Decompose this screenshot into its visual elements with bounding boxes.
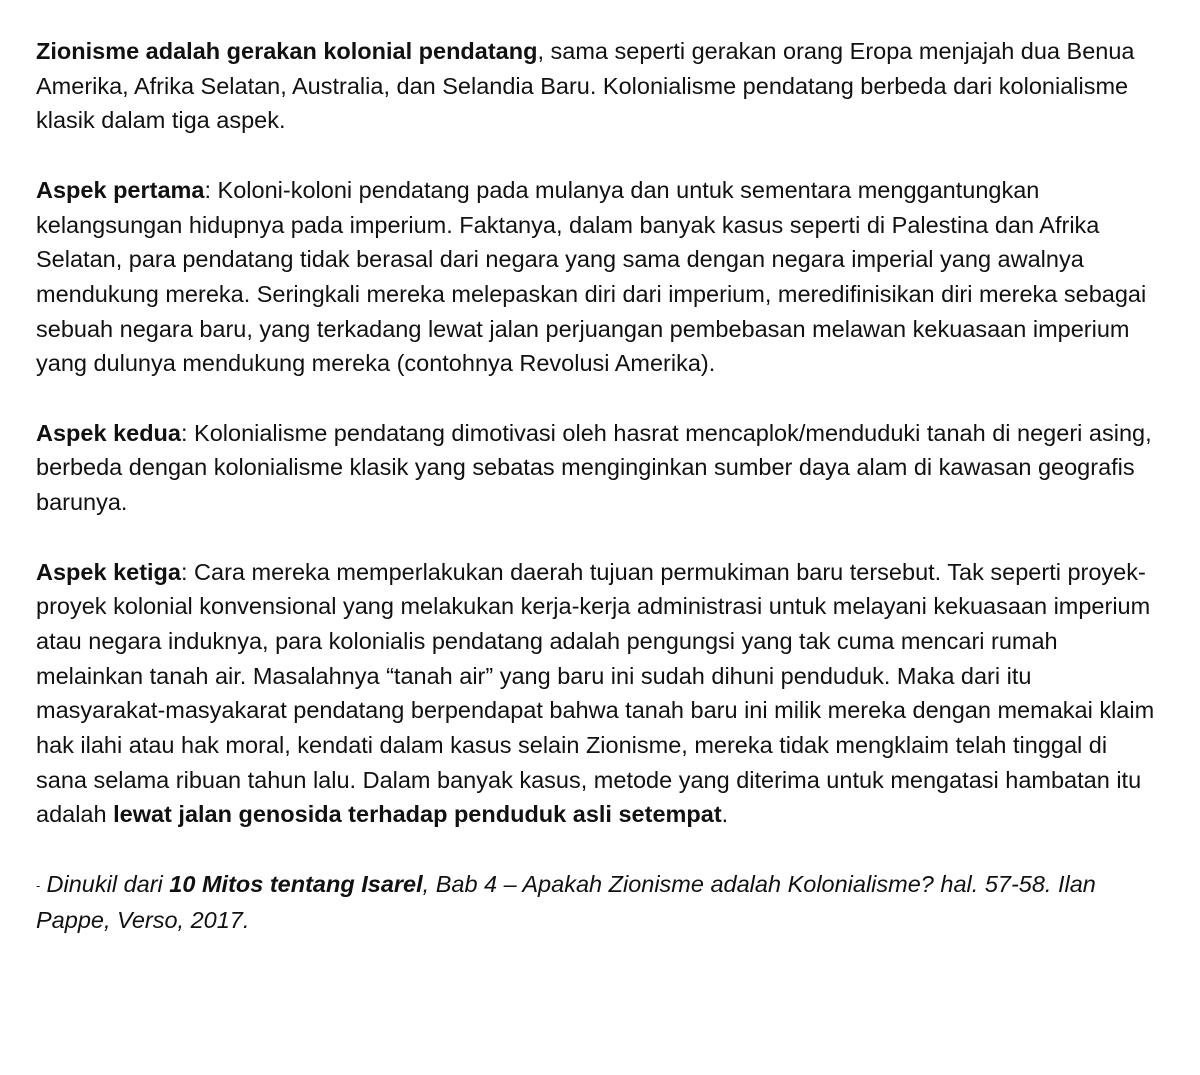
citation-prefix: Dinukil dari (40, 870, 170, 897)
paragraph-intro (36, 34, 1164, 138)
aspect-three-heading: Aspek ketiga (36, 558, 181, 585)
aspect-two-text: : Kolonialisme pendatang dimotivasi oleh hasrat mencaplok/menduduki tanah di negeri asing, berbeda dengan kolonialisme klasik yang sebatas menginginkan sumber daya alam di kawasan geografis barunya. (36, 419, 1152, 516)
citation-dash: - (36, 878, 40, 893)
aspect-three-bold-conclusion: lewat jalan genosida terhadap penduduk asli setempat (113, 801, 722, 828)
document-body (36, 34, 1164, 938)
aspect-one-heading: Aspek pertama (36, 176, 205, 203)
aspect-three-end-punctuation: . (721, 801, 729, 828)
aspect-two-heading: Aspek kedua (36, 419, 181, 446)
intro-bold-heading: Zionisme adalah gerakan kolonial pendatang (36, 38, 538, 64)
citation (36, 867, 1164, 938)
citation-book-title: 10 Mitos tentang Isarel (169, 870, 423, 897)
paragraph-aspect-two (36, 416, 1164, 520)
citation-suffix: , Bab 4 – Apakah Zionisme adalah Kolonialisme? hal. 57-58. Ilan Pappe, Verso, 2017. (36, 870, 1096, 933)
paragraph-aspect-one (36, 173, 1164, 381)
paragraph-aspect-three (36, 555, 1164, 833)
aspect-one-text: : Koloni-koloni pendatang pada mulanya dan untuk sementara menggantungkan kelangsungan hidupnya pada imperium. Faktanya, dalam banyak kasus seperti di Palestina dan Afrika Selatan, para pendatang tidak berasal dari negara yang sama dengan negara imperial yang awalnya mendukung mereka. Seringkali mereka melepaskan diri dari imperium, meredifinisikan diri mereka sebagai sebuah negara baru, yang terkadang lewat jalan perjuangan pembebasan melawan kekuasaan imperium yang dulunya mendukung mereka (contohnya Revolusi Amerika). (36, 176, 1147, 377)
intro-text: , sama seperti gerakan orang Eropa menjajah dua Benua Amerika, Afrika Selatan, Australia, dan Selandia Baru. Kolonialisme pendatang berbeda dari kolonialisme klasik dalam tiga aspek. (36, 38, 1135, 134)
aspect-three-text: : Cara mereka memperlakukan daerah tujuan permukiman baru tersebut. Tak seperti proyek-proyek kolonial konvensional yang melakukan kerja-kerja administrasi untuk melayani kekuasaan imperium atau negara induknya, para kolonialis pendatang adalah pengungsi yang tak cuma mencari rumah melainkan tanah air. Masalahnya “tanah air” yang baru ini sudah dihuni penduduk. Maka dari itu masyarakat-masyakarat pendatang berpendapat bahwa tanah baru ini milik mereka dengan memakai klaim hak ilahi atau hak moral, kendati dalam kasus selain Zionisme, mereka tidak mengklaim telah tinggal di sana selama ribuan tahun lalu. Dalam banyak kasus, metode yang diterima untuk mengatasi hambatan itu adalah (36, 558, 1155, 828)
